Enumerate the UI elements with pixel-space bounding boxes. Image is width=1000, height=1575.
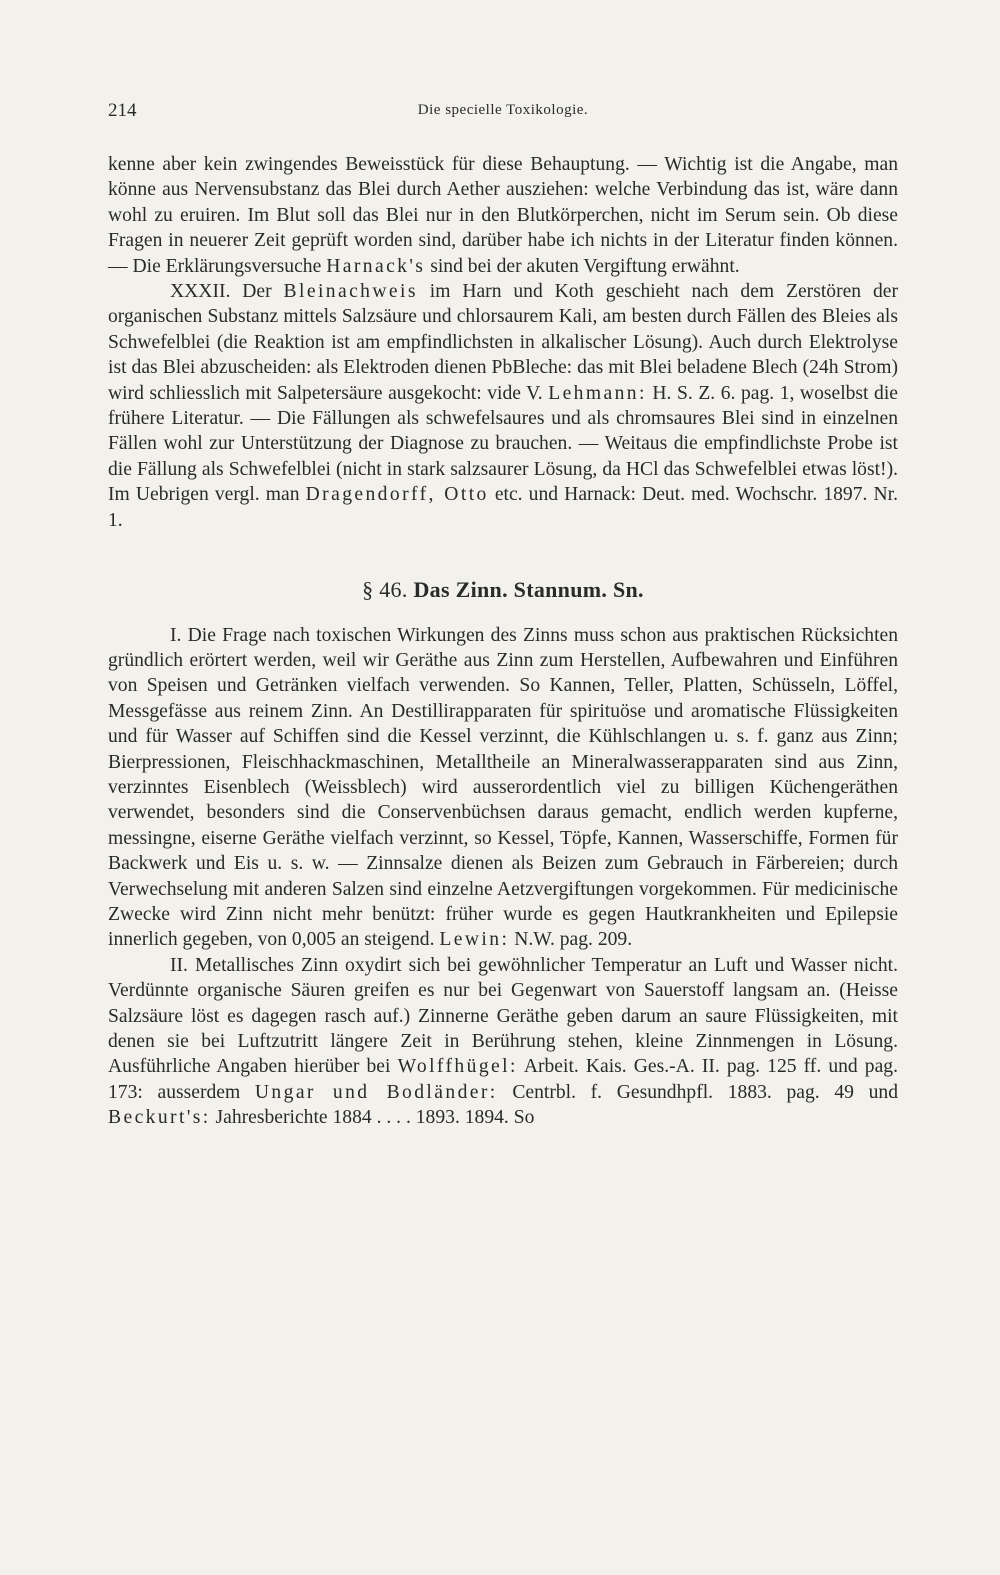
author-name: Harnack's	[326, 255, 426, 277]
emphasis-term: Bleinachweis	[283, 281, 418, 303]
section-number: § 46.	[362, 577, 408, 603]
page-number: 214	[108, 100, 137, 121]
author-name: Beckurt's:	[108, 1107, 211, 1129]
author-name: Lehmann:	[548, 382, 647, 404]
author-name: Wolffhügel:	[397, 1056, 518, 1078]
text-run: Centrbl. f. Gesundhpfl. 1883. pag. 49 und	[512, 1081, 898, 1103]
paragraph-continuation	[108, 152, 898, 279]
text-run: etc. und Harnack: Deut. med. Wochschr. 1897. Nr. 1.	[108, 484, 898, 531]
section-title: Das Zinn. Stannum. Sn.	[413, 577, 644, 603]
text-run: N.W. pag. 209.	[514, 929, 633, 951]
running-title: Die specielle Toxikologie.	[417, 102, 589, 118]
author-name: Dragendorff, Otto	[305, 484, 489, 506]
author-name: Lewin:	[439, 929, 510, 951]
text-run: sind bei der akuten Vergiftung erwähnt.	[430, 255, 740, 277]
text-run: II. Metallisches Zinn oxydirt sich bei gewöhnlicher Temperatur an Luft und Wasser nicht. Verdünnte organische Säuren greifen es nur bei Gegenwart von Sauerstoff langsam an. (Heisse Salzsäure löst es dagegen rasch auf.) Zinnerne Geräthe geben darum an saure Flüssigkeiten, mit denen sie bei Luftzutritt längere Zeit in Berührung stehen, kleine Zinnmengen in Lösung. Ausführliche Angaben hierüber bei	[108, 954, 898, 1078]
text-run: I. Die Frage nach toxischen Wirkungen des Zinns muss schon aus praktischen Rücksichten gründlich erörtert werden, weil wir Geräthe aus Zinn zum Herstellen, Aufbewahren und Einführen von Speisen und Getränken vielfach verwenden. So Kannen, Teller, Platten, Schüsseln, Löffel, Messgefässe aus reinem Zinn. An Destillirapparaten für spirituöse und aromatische Flüssigkeiten und für Wasser auf Schiffen sind die Kessel verzinnt, die Kühlschlangen u. s. f. ganz aus Zinn; Bierpressionen, Fleischhackmaschinen, Metalltheile an Mineralwasserapparaten sind aus Zinn, verzinntes Eisenblech (Weissblech) wird ausserordentlich viel zu billigen Küchengeräthen verwendet, besonders sind die Conservenbüchsen daraus gemacht, endlich werden kupferne, messingne, eiserne Geräthe vielfach verzinnt, so Kessel, Töpfe, Kannen, Wasserschiffe, Formen für Backwerk und Eis u. s. w. — Zinnsalze dienen als Beizen zum Gebrauch in Färbereien; durch Verwechselung mit anderen Salzen sind einzelne Aetzvergiftungen vorgekommen. Für medicinische Zwecke wird Zinn nicht mehr benützt: früher wurde es gegen Hautkrankheiten und Epilepsie innerlich gegeben, von 0,005 an steigend.	[108, 624, 898, 951]
paragraph-zinn-1	[108, 623, 898, 953]
section-heading	[108, 577, 898, 602]
paragraph-bleinachweis	[108, 279, 898, 533]
text-run: H. S. Z. 6. pag. 1, woselbst die frühere Literatur. — Die Fällungen als schwefelsaures und als chromsaures Blei sind in einzelnen Fällen wohl zur Unterstützung der Diagnose zu brauchen. — Weitaus die empfindlichste Probe ist die Fällung als Schwefelblei (nicht in stark salzsaurer Lösung, da HCl das Schwefelblei etwas löst!). Im Uebrigen vergl. man	[108, 382, 898, 506]
text-run: XXXII. Der	[170, 281, 272, 303]
page-header	[108, 100, 898, 130]
author-name: Ungar und Bodländer:	[254, 1081, 498, 1103]
text-run: Arbeit. Kais. Ges.-A. II. pag. 125 ff. und pag. 173: ausserdem	[108, 1056, 898, 1103]
body-text	[108, 152, 898, 1131]
text-run: im Harn und Koth geschieht nach dem Zerstören der organischen Substanz mittels Salzsäure und chlorsaurem Kali, am besten durch Fällen des Bleies als Schwefelblei (die Reaktion ist am empfindlichsten in alkalischer Lösung). Auch durch Elektrolyse ist das Blei abzuscheiden: als Elektroden dienen PbBleche: das mit Blei beladene Blech (24h Strom) wird schliesslich mit Salpetersäure ausgekocht: vide V.	[108, 281, 898, 404]
paragraph-zinn-2	[108, 953, 898, 1131]
text-run: Jahresberichte 1884 . . . . 1893. 1894. So	[215, 1107, 535, 1129]
text-run: kenne aber kein zwingendes Beweisstück für diese Behauptung. — Wichtig ist die Angabe, man könne aus Nervensubstanz das Blei durch Aether ausziehen: welche Verbindung das ist, wäre dann wohl zu eruiren. Im Blut soll das Blei nur in den Blutkörperchen, nicht im Serum sein. Ob diese Fragen in neuerer Zeit geprüft worden sind, darüber habe ich nichts in der Literatur finden können. — Die Erklärungsversuche	[108, 154, 898, 277]
